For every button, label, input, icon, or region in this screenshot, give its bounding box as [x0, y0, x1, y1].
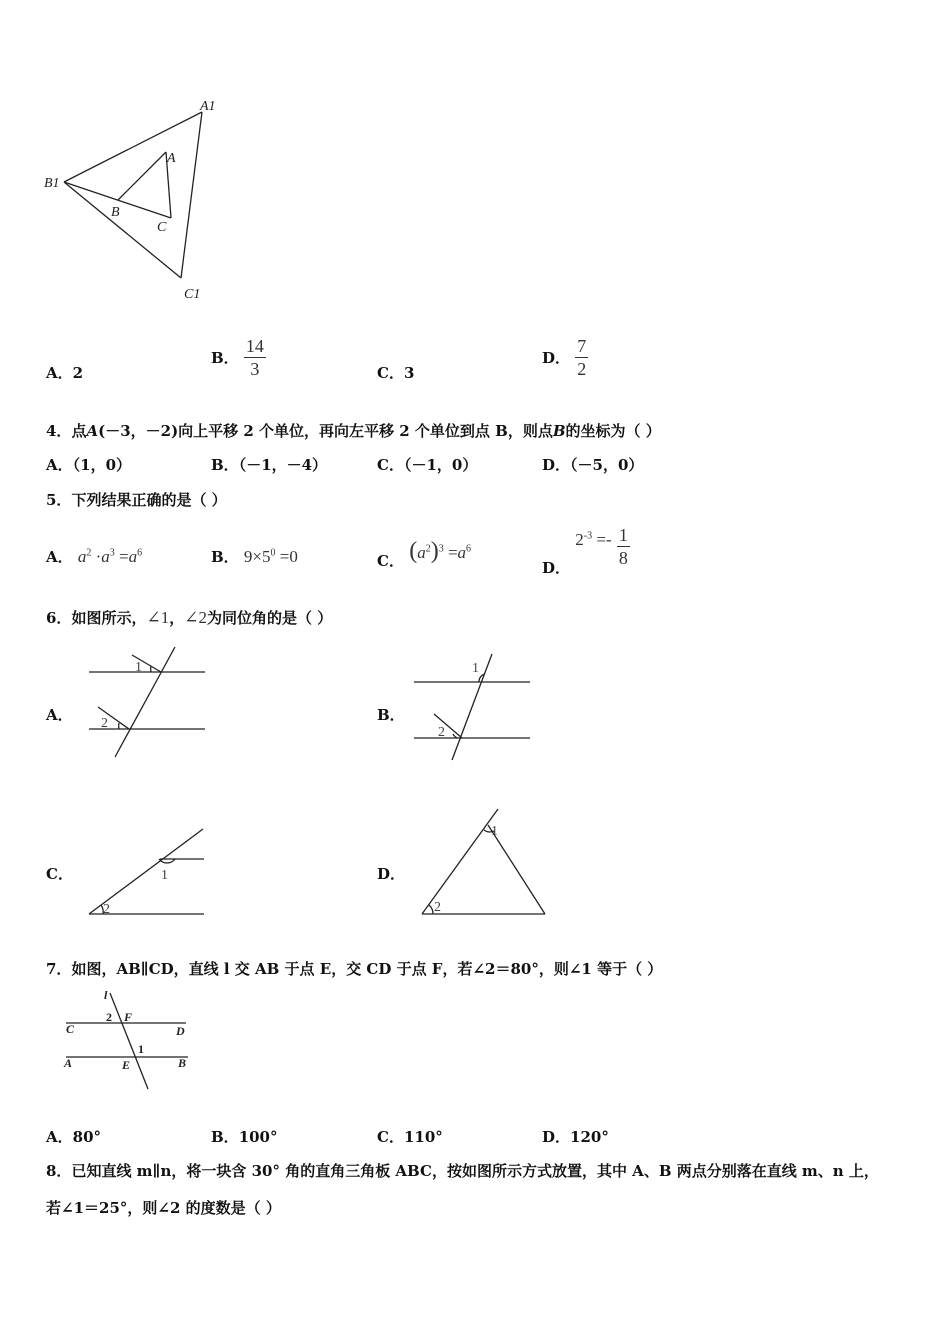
- q3-option-a-label: A．: [46, 364, 73, 382]
- q6-text-post: 为同位角的是（ ）: [206, 609, 333, 627]
- q3-option-d-denominator: 2: [577, 359, 587, 379]
- q5-option-b-expression: $9\times 5^0 =0$: [243, 547, 298, 566]
- q7-option-b-label: B．: [211, 1128, 239, 1146]
- q3-option-a-value: 2: [72, 364, 84, 382]
- q7-label-b: B: [178, 1056, 187, 1070]
- q5-option-d-expression: $2^{-3}$ =-: [575, 529, 612, 549]
- q6-option-b-label: B．: [377, 706, 405, 724]
- q6-angle-1: ∠1: [146, 608, 170, 627]
- q8-number: 8．: [46, 1162, 72, 1180]
- q7-stem: [46, 958, 662, 979]
- label-a1: A1: [200, 99, 216, 114]
- q7-number: 7．: [46, 960, 72, 978]
- q6-figure-c: [85, 825, 210, 920]
- q6-number: 6．: [46, 609, 72, 627]
- q3-option-c-label: C．: [377, 364, 404, 382]
- q8-line-2: [46, 1197, 281, 1218]
- q6c-label-2: 2: [103, 902, 110, 917]
- q4-option-b-value: （－1，－4）: [238, 456, 328, 474]
- q5-option-c-label: C．: [377, 552, 404, 570]
- q7-label-a: A: [64, 1056, 73, 1070]
- q7-label-l: l: [104, 988, 108, 1002]
- label-c: C: [157, 220, 167, 235]
- q4-text-pre: 点: [71, 422, 87, 440]
- q3-option-a: [46, 362, 83, 383]
- q4-option-a-label: A．: [46, 456, 73, 474]
- label-b1: B1: [44, 176, 60, 191]
- q5-option-d-numerator: 1: [618, 525, 628, 545]
- q7-option-c-label: C．: [377, 1128, 404, 1146]
- q4-option-b: [211, 454, 327, 475]
- q5-option-c-expression: $(a^2)^3 =a^6$: [409, 538, 472, 564]
- q6-angle-2: ∠2: [184, 608, 207, 627]
- q6d-arc-2: [429, 905, 433, 914]
- q3-option-b-numerator: 14: [245, 336, 264, 356]
- q7-label-f: F: [124, 1010, 133, 1024]
- q4-option-d-label: D．: [542, 456, 571, 474]
- q7-option-a-label: A．: [46, 1128, 73, 1146]
- q3-option-b-fraction: [244, 335, 266, 380]
- q5-stem: [46, 489, 227, 510]
- q7-option-d: [542, 1126, 609, 1147]
- q6-figure-d: [418, 805, 553, 920]
- q7-line-l: [110, 993, 148, 1089]
- edge-a1-c1: [181, 112, 202, 278]
- q5-option-d-fraction: [617, 524, 630, 569]
- q4-option-d-value: （－5，0）: [570, 456, 644, 474]
- q7-label-1: 1: [138, 1042, 144, 1056]
- q6-option-c-label: C．: [46, 865, 73, 883]
- q3-option-c-value: 3: [403, 364, 415, 382]
- q6d-label-2: 2: [434, 900, 441, 915]
- q8-text-1: 已知直线 m∥n，将一块含 30° 角的直角三角板 ABC，按如图所示方式放置，其中 A、B 两点分别落在直线 m、n 上，: [71, 1162, 879, 1180]
- q7-label-c: C: [66, 1022, 75, 1036]
- q3-option-d: [542, 335, 588, 380]
- q4-option-b-label: B．: [211, 456, 239, 474]
- q4-option-a: [46, 454, 131, 475]
- q6-option-a-label: A．: [46, 706, 73, 724]
- q7-label-e: E: [122, 1058, 131, 1072]
- q5-option-a-label: A．: [46, 548, 73, 566]
- q3-figure: [40, 92, 240, 307]
- q5-option-d-label: D．: [542, 558, 571, 577]
- q6d-label-1: 1: [491, 824, 498, 839]
- q4-option-c-value: （－1，0）: [403, 456, 478, 474]
- q5-text: 下列结果正确的是（ ）: [71, 491, 227, 509]
- q4-option-c-label: C．: [377, 456, 404, 474]
- q6c-label-1: 1: [161, 868, 168, 883]
- q7-option-a-value: 80°: [72, 1128, 102, 1146]
- q5-option-c: [377, 538, 472, 570]
- q8-line-1: [46, 1160, 879, 1181]
- q3-option-b-label: B．: [211, 349, 239, 367]
- label-c1: C1: [184, 287, 201, 302]
- q4-text-post: (－3，－2)向上平移 2 个单位，再向左平移 2 个单位到点 B，则点: [98, 422, 553, 440]
- q8-text-2: 若∠1＝25°，则∠2 的度数是（ ）: [46, 1199, 281, 1217]
- q7-figure: [60, 985, 200, 1095]
- q5-option-b-label: B．: [211, 548, 239, 566]
- label-a: A: [167, 151, 176, 166]
- q7-option-c-value: 110°: [403, 1128, 443, 1146]
- q5-option-d: [542, 520, 630, 577]
- q6d-left-side: [422, 809, 498, 914]
- q4-number: 4．: [46, 422, 72, 440]
- q4-point-a: A: [86, 422, 99, 440]
- q7-label-d: D: [176, 1024, 185, 1038]
- q4-stem: [46, 420, 661, 441]
- q3-option-b-denominator: 3: [250, 359, 260, 379]
- q6a-label-2: 2: [101, 716, 108, 731]
- q3-option-b: [211, 335, 266, 380]
- q3-option-d-fraction: [575, 335, 588, 380]
- q6-option-d-label: D．: [377, 865, 406, 883]
- q6b-label-1: 1: [472, 661, 479, 676]
- q3-option-c: [377, 362, 414, 383]
- q7-option-d-label: D．: [542, 1128, 571, 1146]
- q4-text-end: 的坐标为（ ）: [565, 422, 661, 440]
- q7-option-b-value: 100°: [238, 1128, 278, 1146]
- q3-option-d-label: D．: [542, 349, 571, 367]
- q7-option-c: [377, 1126, 443, 1147]
- q3-option-d-numerator: 7: [577, 336, 587, 356]
- q4-option-c: [377, 454, 477, 475]
- q6-figure-b: [410, 650, 535, 765]
- q5-option-a-expression: $a^2 \cdot a^3 =a^6$: [77, 547, 143, 566]
- q6-separator: ，: [169, 609, 185, 627]
- q4-point-b: B: [552, 422, 566, 440]
- q7-option-a: [46, 1126, 101, 1147]
- q6-text-pre: 如图所示，: [71, 609, 147, 627]
- q7-option-d-value: 120°: [570, 1128, 609, 1146]
- edge-a1-b1: [64, 112, 202, 182]
- q6a-transversal: [115, 647, 175, 757]
- q6a-label-1: 1: [135, 660, 142, 675]
- q7-option-b: [211, 1126, 278, 1147]
- q7-label-2: 2: [106, 1010, 112, 1024]
- label-b: B: [111, 205, 120, 220]
- q5-number: 5．: [46, 491, 72, 509]
- q7-text: 如图，AB∥CD，直线 l 交 AB 于点 E，交 CD 于点 F，若∠2＝80°，则∠1 等于（ ）: [71, 960, 663, 978]
- q6-figure-a: [85, 645, 210, 760]
- q4-option-a-value: （1，0）: [72, 456, 132, 474]
- q5-option-d-denominator: 8: [618, 548, 628, 568]
- q5-option-a: [46, 546, 142, 567]
- q5-option-b: [211, 546, 298, 567]
- q6b-label-2: 2: [438, 725, 445, 740]
- edge-a-b: [118, 152, 166, 200]
- q4-option-d: [542, 454, 643, 475]
- q6-stem: [46, 607, 332, 628]
